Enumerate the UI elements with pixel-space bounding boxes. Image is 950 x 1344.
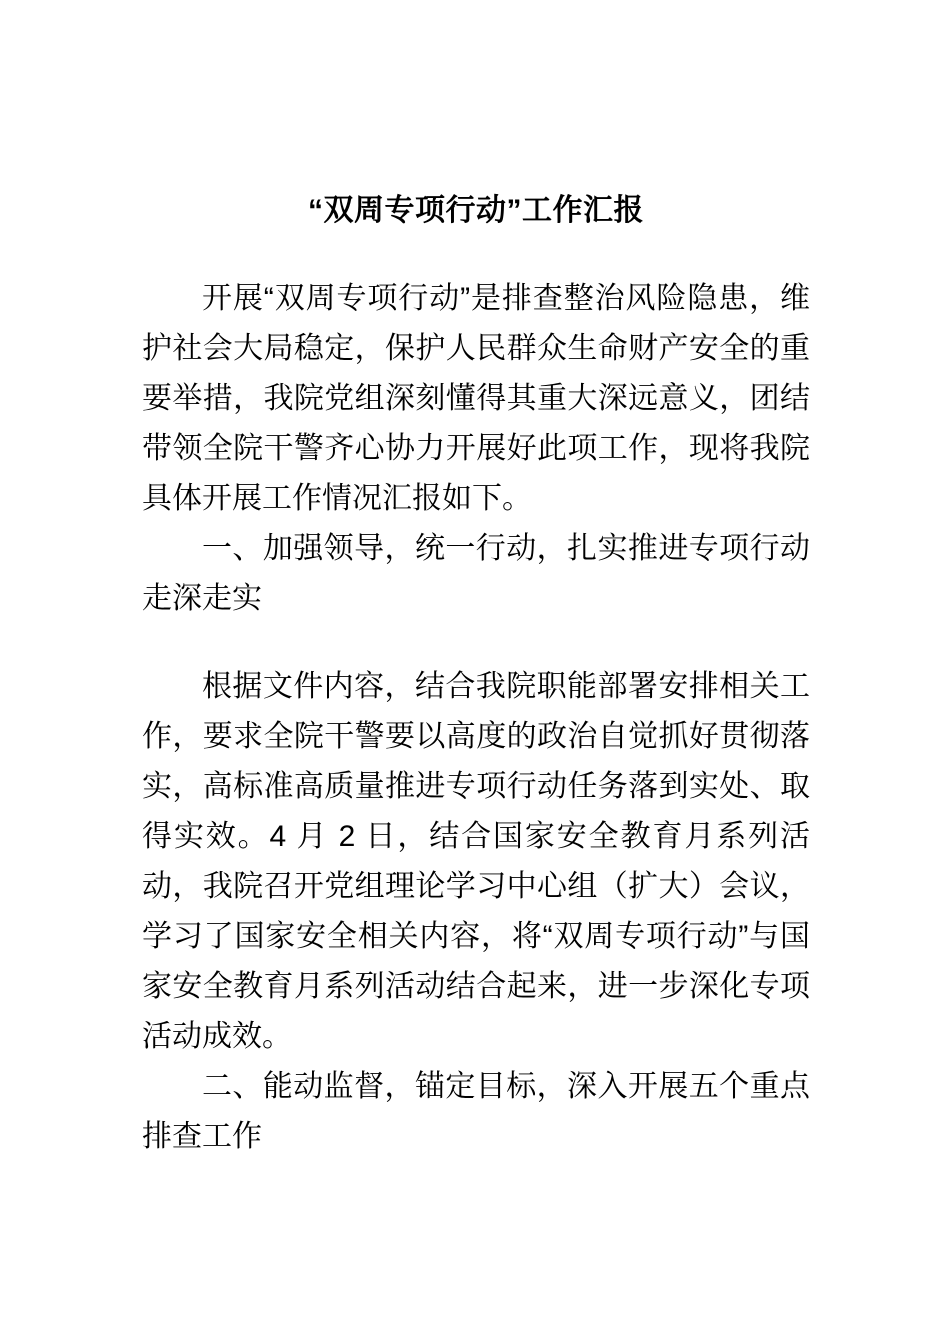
paragraph-section-one-body: 根据文件内容，结合我院职能部署安排相关工作，要求全院干警要以高度的政治自觉抓好贯彻落实，高标准高质量推进专项行动任务落到实处、取得实效。4 月 2 日，结合国家安全教育月系列活动，我院召开党组理论学习中心组（扩大）会议，学习了国家安全相关内容，将“双周专项行动”与国家安全教育月系列活动结合起来，进一步深化专项活动成效。 xyxy=(142,670,810,1053)
document-body xyxy=(142,0,810,1162)
paragraph-intro: 开展“双周专项行动”是排查整治风险隐患，维护社会大局稳定，保护人民群众生命财产安全的重要举措，我院党组深刻懂得其重大深远意义，团结带领全院干警齐心协力开展好此项工作，现将我院具体开展工作情况汇报如下。 xyxy=(142,282,810,515)
section-heading-one: 一、加强领导，统一行动，扎实推进专项行动走深走实 xyxy=(142,532,810,615)
page-title: “双周专项行动”工作汇报 xyxy=(308,194,644,227)
section-heading-two: 二、能动监督，锚定目标，深入开展五个重点排查工作 xyxy=(142,1070,810,1153)
